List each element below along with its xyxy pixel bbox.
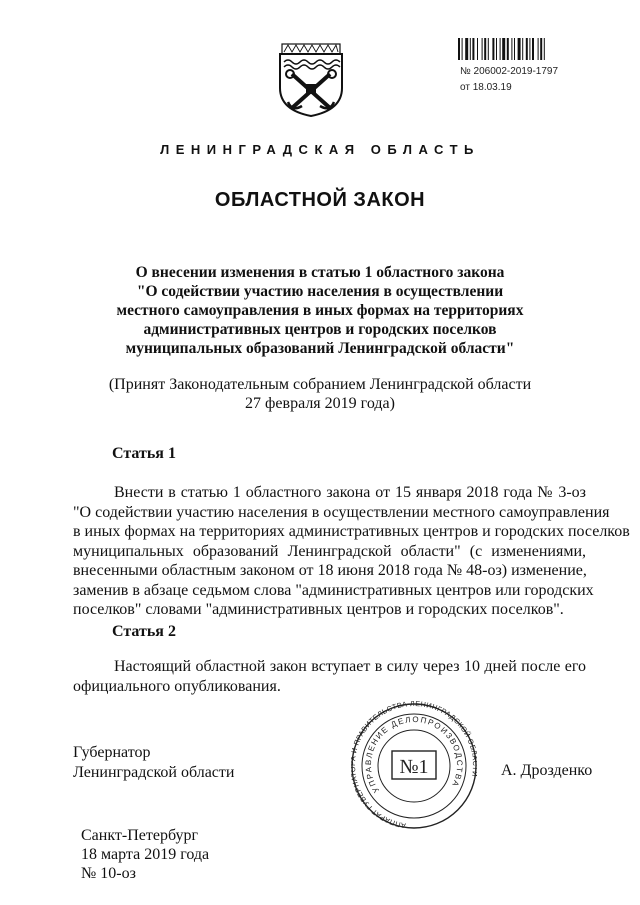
barcode-bar: [502, 38, 505, 60]
document-footer: [81, 826, 209, 883]
law-title-line: муниципальных образований Ленинградской области": [125, 340, 515, 357]
barcode-bar: [529, 38, 530, 60]
barcode-bar: [477, 38, 478, 60]
law-title-line: административных центров и городских поселков: [143, 321, 497, 338]
signatory-name: А. Дрозденко: [501, 762, 593, 779]
registration-number: № 206002-2019-1797: [460, 66, 559, 77]
law-title: [100, 263, 540, 358]
article-1-line: Внести в статью 1 областного закона от 15 января 2018 года № 3-оз: [114, 484, 586, 501]
article-1-line: поселков" словами "административных центров и городских поселков".: [73, 601, 564, 618]
article-2-line: официального опубликования.: [73, 677, 281, 695]
article-1-line: в иных формах на территориях административных центров и городских поселков: [73, 523, 630, 540]
law-title-line: О внесении изменения в статью 1 областного закона: [135, 264, 505, 281]
article-1-line: заменив в абзаце седьмом слова "административных центров или городских: [73, 581, 594, 599]
footer-city: Санкт-Петербург: [81, 827, 199, 844]
seal-outer-text: АППАРАТ ГУБЕРН ПРАВИТЕЛЬСТВА ЛЕНИНГРАДСКОЙ ОБ: [351, 700, 477, 831]
article-1-line: внесенными областным законом от 18 июня 2018 года № 48-оз) изменение,: [73, 562, 587, 579]
barcode-bar: [540, 38, 542, 60]
barcode-bar: [492, 38, 494, 60]
official-seal-icon: [351, 700, 477, 832]
barcode-bar: [472, 38, 474, 60]
adoption-note-line: 27 февраля 2019 года): [245, 395, 395, 412]
adoption-note: [100, 375, 540, 413]
law-title-line: местного самоуправления в иных формах на территориях: [116, 302, 524, 319]
law-title-line: "О содействии участию населения в осуществлении: [136, 283, 504, 300]
registration-stamp: [460, 64, 558, 96]
signatory-position: [73, 743, 234, 782]
article-2-text: [73, 657, 586, 696]
barcode-bar: [526, 38, 528, 60]
barcode-bar: [518, 38, 521, 60]
barcode-bar: [511, 38, 512, 60]
coat-of-arms-icon: [276, 40, 346, 118]
region-title: ЛЕНИНГРАДСКАЯ ОБЛАСТЬ: [160, 142, 480, 157]
signatory-position-line: Ленинградской области: [73, 763, 235, 781]
barcode-bar: [488, 38, 489, 60]
seal-inner-text: УПРАВЛЕНИЕ ДЕЛОПРОИЗВОДСТВА: [363, 714, 465, 795]
barcode-bar: [465, 38, 468, 60]
article-2-line: Настоящий областной закон вступает в силу через 10 дней после его: [114, 658, 586, 675]
article-1-text: [73, 483, 630, 620]
article-2-heading: Статья 2: [112, 623, 176, 640]
barcode-bar: [538, 38, 539, 60]
seal-number: №1: [399, 756, 429, 778]
registration-date: от 18.03.19: [460, 82, 512, 93]
barcode-bar: [500, 38, 501, 60]
adoption-note-line: (Принят Законодательным собранием Ленинградской области: [108, 376, 532, 393]
barcode-bar: [514, 38, 515, 60]
barcode-bar: [496, 38, 497, 60]
barcode-bar: [522, 38, 523, 60]
barcode-bar: [462, 38, 463, 60]
barcode-bar: [482, 38, 483, 60]
barcode-bar: [458, 38, 460, 60]
footer-date: 18 марта 2019 года: [81, 846, 210, 863]
article-1-heading: Статья 1: [112, 445, 176, 462]
barcode-bar: [484, 38, 486, 60]
document-type: ОБЛАСТНОЙ ЗАКОН: [214, 189, 426, 211]
article-1-line: муниципальных образований Ленинградской области" (с изменениями,: [73, 542, 586, 560]
barcode-bar: [470, 38, 471, 60]
barcode-bar: [532, 38, 534, 60]
barcode-icon: [458, 38, 581, 60]
article-1-line: "О содействии участию населения в осуществлении местного самоуправления: [73, 503, 610, 521]
footer-number: № 10-оз: [81, 865, 136, 882]
barcode-bar: [507, 38, 509, 60]
barcode-bar: [544, 38, 545, 60]
svg-text:УПРАВЛЕНИЕ ДЕЛОПРОИЗВОДСТВА: [364, 715, 464, 795]
signatory-position-line: Губернатор: [73, 744, 151, 761]
